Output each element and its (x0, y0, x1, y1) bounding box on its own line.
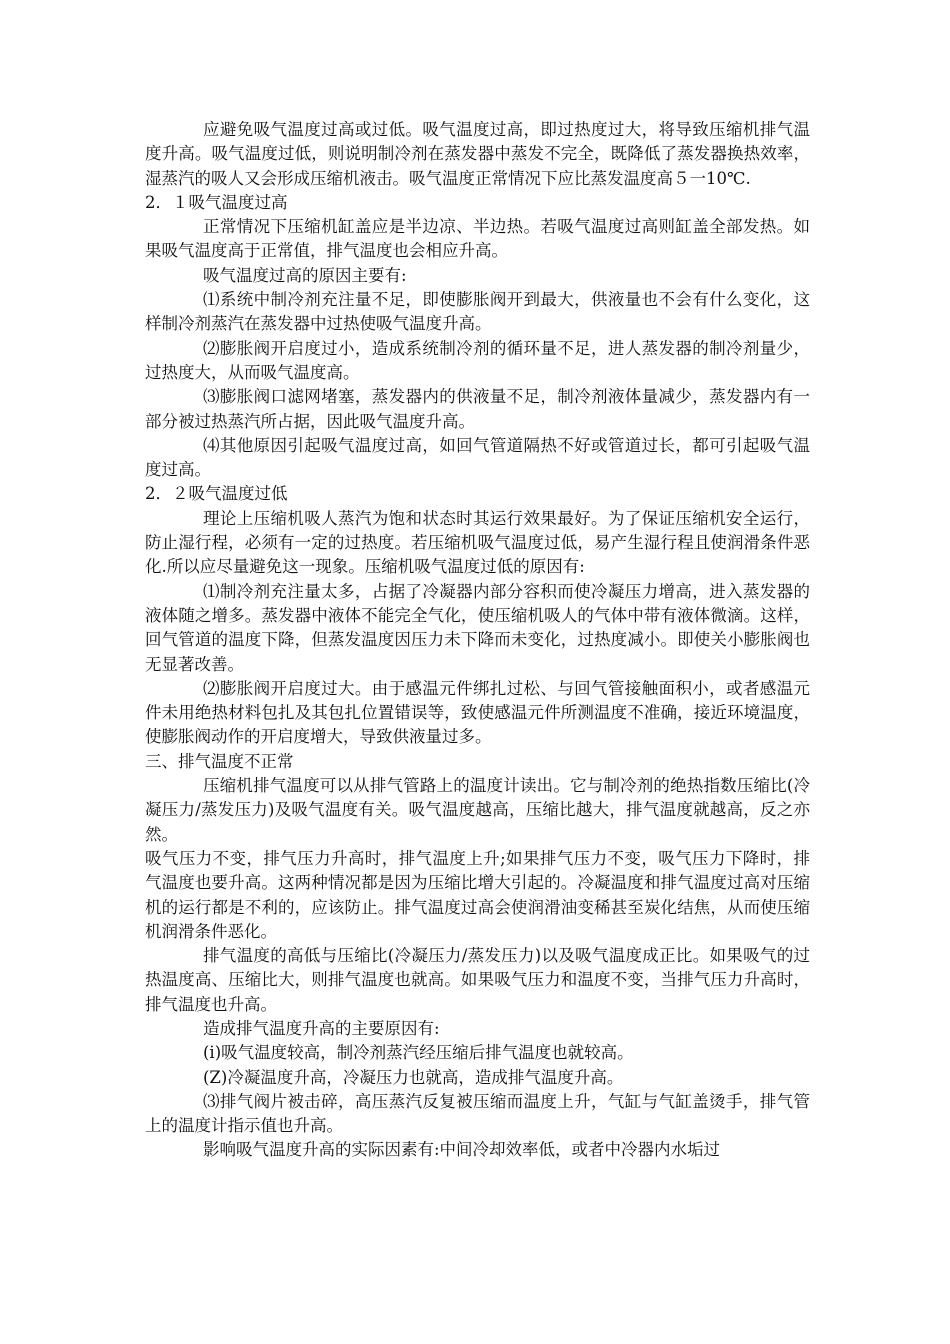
paragraph: 排气温度的高低与压缩比(冷凝压力/蒸发压力)以及吸气温度成正比。如果吸气的过热温度高、压缩比大，则排气温度也就高。如果吸气压力和温度不变，当排气压力升高时，排气温度也升高。 (145, 946, 810, 1014)
paragraph-intro: 应避免吸气温度过高或过低。吸气温度过高，即过热度过大，将导致压缩机排气温度升高。吸气温度过低，则说明制冷剂在蒸发器中蒸发不完全，既降低了蒸发器换热效率，湿蒸汽的吸人又会形成压缩机液击。吸气温度正常情况下应比蒸发温度高５一10℃. (145, 120, 810, 188)
list-item: ⑶膨胀阀口滤网堵塞，蒸发器内的供液量不足，制冷剂液体量减少，蒸发器内有一部分被过热蒸汽所占据，因此吸气温度升高。 (145, 387, 810, 431)
document-body (145, 118, 810, 1163)
list-item: ⑵膨胀阀开启度过大。由于感温元件绑扎过松、与回气管接触面积小，或者感温元件未用绝热材料包扎及其包扎位置错误等，致使感温元件所测温度不准确，接近环境温度，使膨胀阀动作的开启度增大，导致供液量过多。 (145, 678, 810, 747)
list-item: ⑵膨胀阀开启度过小，造成系统制冷剂的循环量不足，进人蒸发器的制冷剂量少，过热度大，从而吸气温度高。 (145, 338, 810, 382)
list-item: (i)吸气温度较高，制冷剂蒸汽经压缩后排气温度也就较高。 (203, 1043, 634, 1063)
list-item: ⑴制冷剂充注量太多，占据了冷凝器内部分容积而使冷凝压力增高，进入蒸发器的液体随之增多。蒸发器中液体不能完全气化，使压缩机吸人的气体中带有液体微滴。这样，回气管道的温度下降，但蒸发温度因压力未下降而未变化，过热度减小。即使关小膨胀阀也无显著改善。 (145, 581, 810, 674)
section-heading-2-2: 2．２吸气温度过低 (145, 484, 288, 504)
list-item: ⑷其他原因引起吸气温度过高，如回气管道隔热不好或管道过长，都可引起吸气温度过高。 (145, 435, 810, 480)
paragraph: 吸气压力不变，排气压力升高时，排气温度上升;如果排气压力不变，吸气压力下降时，排气温度也要升高。这两种情况都是因为压缩比增大引起的。冷凝温度和排气温度过高对压缩机的运行都是不利的，应该防止。排气温度过高会使润滑油变稀甚至炭化结焦，从而使压缩机润滑条件恶化。 (145, 848, 810, 941)
paragraph: 造成排气温度升高的主要原因有: (203, 1018, 440, 1038)
section-heading-3: 三、排气温度不正常 (145, 751, 294, 771)
list-item: ⑴系统中制冷剂充注量不足，即使膨胀阀开到最大，供液量也不会有什么变化，这样制冷剂蒸汽在蒸发器中过热使吸气温度升高。 (145, 290, 810, 334)
paragraph: 吸气温度过高的原因主要有: (203, 265, 407, 285)
list-item: ⑶排气阀片被击碎，高压蒸汽反复被压缩而温度上升，气缸与气缸盖烫手，排气管上的温度计指示值也升高。 (145, 1091, 810, 1136)
paragraph: 理论上压缩机吸人蒸汽为饱和状态时其运行效果最好。为了保证压缩机安全运行，防止湿行程，必须有一定的过热度。若压缩机吸气温度过低，易产生湿行程且使润滑条件恶化.所以应尽量避免这一现象。压缩机吸气温度过低的原因有: (145, 508, 810, 577)
paragraph: 影响吸气温度升高的实际因素有:中间冷却效率低，或者中冷器内水垢过 (203, 1140, 721, 1160)
paragraph: 正常情况下压缩机缸盖应是半边凉、半边热。若吸气温度过高则缸盖全部发热。如果吸气温度高于正常值，排气温度也会相应升高。 (145, 217, 810, 261)
list-item: (Z)冷凝温度升高，冷凝压力也就高，造成排气温度升高。 (203, 1067, 624, 1087)
section-heading-2-1: 2．１吸气温度过高 (145, 192, 288, 212)
paragraph: 压缩机排气温度可以从排气管路上的温度计读出。它与制冷剂的绝热指数压缩比(冷凝压力/蒸发压力)及吸气温度有关。吸气温度越高，压缩比越大，排气温度就越高，反之亦然。 (145, 776, 810, 844)
